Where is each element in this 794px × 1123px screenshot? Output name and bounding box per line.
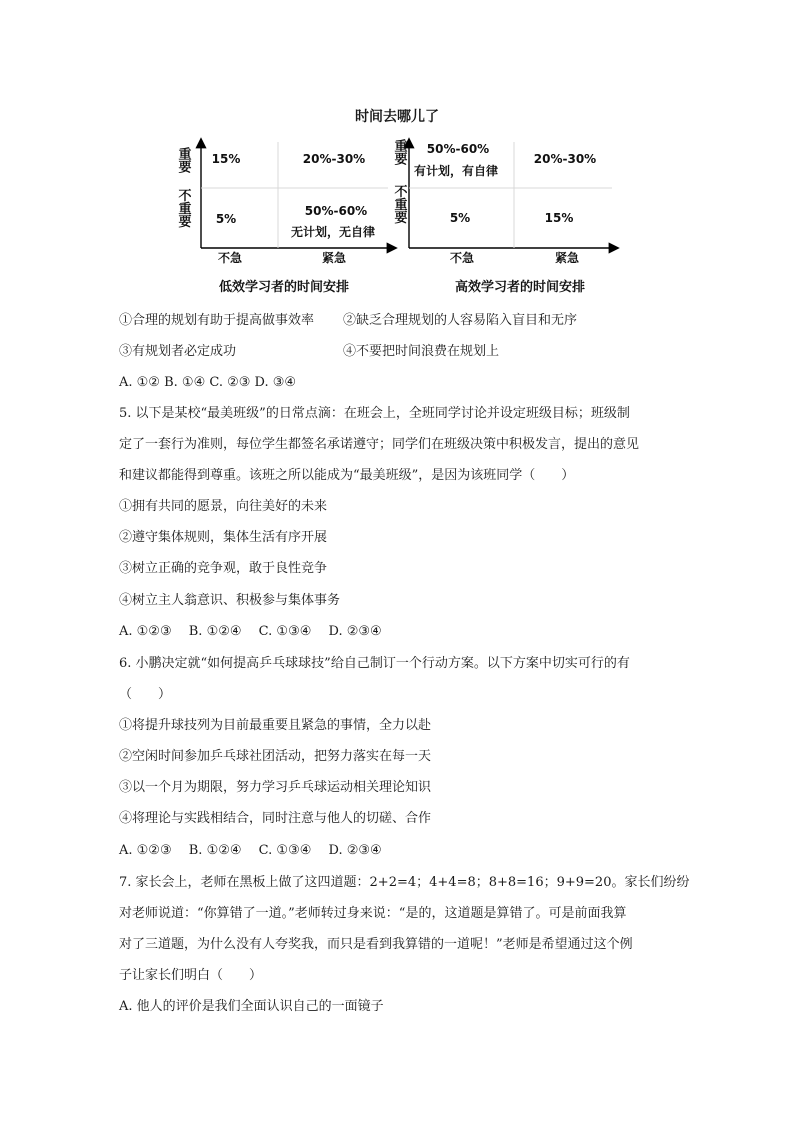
left-y-bottom-label: 不重要 (175, 188, 191, 228)
left-q-bottom-right-note: 无计划，无自律 (290, 225, 376, 239)
q5-option-2: ②遵守集体规则，集体生活有序开展 (119, 530, 328, 545)
q7-stem-line-3: 对了三道题，为什么没有人夸奖我，而只是看到我算错的一道呢！”老师是希望通过这个例 (119, 937, 633, 952)
q6-stem-line-2: （ ） (119, 687, 172, 702)
q5-stem-line-2: 定了一套行为准则，每位学生都签名承诺遵守；同学们在班级决策中积极发言，提出的意见 (119, 437, 640, 452)
left-caption: 低效学习者的时间安排 (218, 280, 350, 295)
q4-option-3: ③有规划者必定成功 (119, 344, 237, 359)
left-quadrant-chart (176, 140, 396, 295)
right-q-top-left: 50%-60% (426, 142, 490, 156)
q7-option-a: A. 他人的评价是我们全面认识自己的一面镜子 (119, 999, 384, 1014)
right-q-top-right: 20%-30% (533, 152, 597, 166)
left-q-bottom-left: 5% (215, 212, 237, 226)
left-x-right-label: 紧急 (321, 251, 347, 265)
left-x-left-label: 不急 (217, 251, 243, 265)
right-caption: 高效学习者的时间安排 (454, 280, 586, 295)
figure-title: 时间去哪儿了 (355, 109, 439, 125)
right-y-bottom-label: 不重要 (391, 184, 407, 224)
right-x-left-label: 不急 (449, 251, 475, 265)
right-q-bottom-left: 5% (449, 211, 471, 225)
q7-stem-line-2: 对老师说道：“你算错了一道。”老师转过身来说：“是的，这道题是算错了。可是前面我算 (119, 906, 627, 921)
q5-stem-line-1: 5. 以下是某校“最美班级”的日常点滴：在班会上，全班同学讨论并设定班级目标；班级制 (119, 406, 630, 421)
q5-option-4: ④树立主人翁意识、积极参与集体事务 (119, 593, 341, 608)
q6-option-4: ④将理论与实践相结合，同时注意与他人的切磋、合作 (119, 811, 432, 826)
q5-option-3: ③树立正确的竞争观，敢于良性竞争 (119, 561, 328, 576)
q4-option-4: ④不要把时间浪费在规划上 (343, 344, 500, 359)
q5-option-1: ①拥有共同的愿景，向往美好的未来 (119, 499, 328, 514)
q5-stem-line-3: 和建议都能得到尊重。该班之所以能成为“最美班级”，是因为该班同学（ ） (119, 468, 575, 483)
left-y-top-label: 重要 (175, 147, 191, 173)
q5-choices: A. ①②③ B. ①②④ C. ①③④ D. ②③④ (119, 624, 382, 639)
q4-option-2: ②缺乏合理规划的人容易陷入盲目和无序 (343, 313, 578, 328)
q4-choices: A. ①② B. ①④ C. ②③ D. ③④ (119, 375, 297, 390)
q6-option-3: ③以一个月为期限，努力学习乒乓球运动相关理论知识 (119, 780, 432, 795)
time-quadrant-diagram (0, 0, 794, 300)
right-quadrant-chart (392, 138, 618, 295)
right-q-bottom-right: 15% (544, 211, 574, 225)
left-q-bottom-right: 50%-60% (304, 204, 368, 218)
left-q-top-left: 15% (211, 152, 241, 166)
right-x-right-label: 紧急 (554, 251, 580, 265)
q6-option-2: ②空闲时间参加乒乓球社团活动，把努力落实在每一天 (119, 749, 432, 764)
q6-stem-line-1: 6. 小鹏决定就“如何提高乒乓球球技”给自己制订一个行动方案。以下方案中切实可行的有 (119, 656, 630, 671)
left-q-top-right: 20%-30% (302, 152, 366, 166)
q7-stem-line-1: 7. 家长会上，老师在黑板上做了这四道题：2+2=4；4+4=8；8+8=16；9+9=20。家长们纷纷 (119, 875, 690, 890)
right-y-top-label: 重要 (391, 139, 407, 165)
q6-option-1: ①将提升球技列为目前最重要且紧急的事情，全力以赴 (119, 718, 432, 733)
q6-choices: A. ①②③ B. ①②④ C. ①③④ D. ②③④ (119, 843, 382, 858)
right-q-top-left-note: 有计划，有自律 (413, 164, 499, 178)
q4-option-1: ①合理的规划有助于提高做事效率 (119, 313, 315, 328)
q7-stem-line-4: 子让家长们明白（ ） (119, 968, 263, 983)
